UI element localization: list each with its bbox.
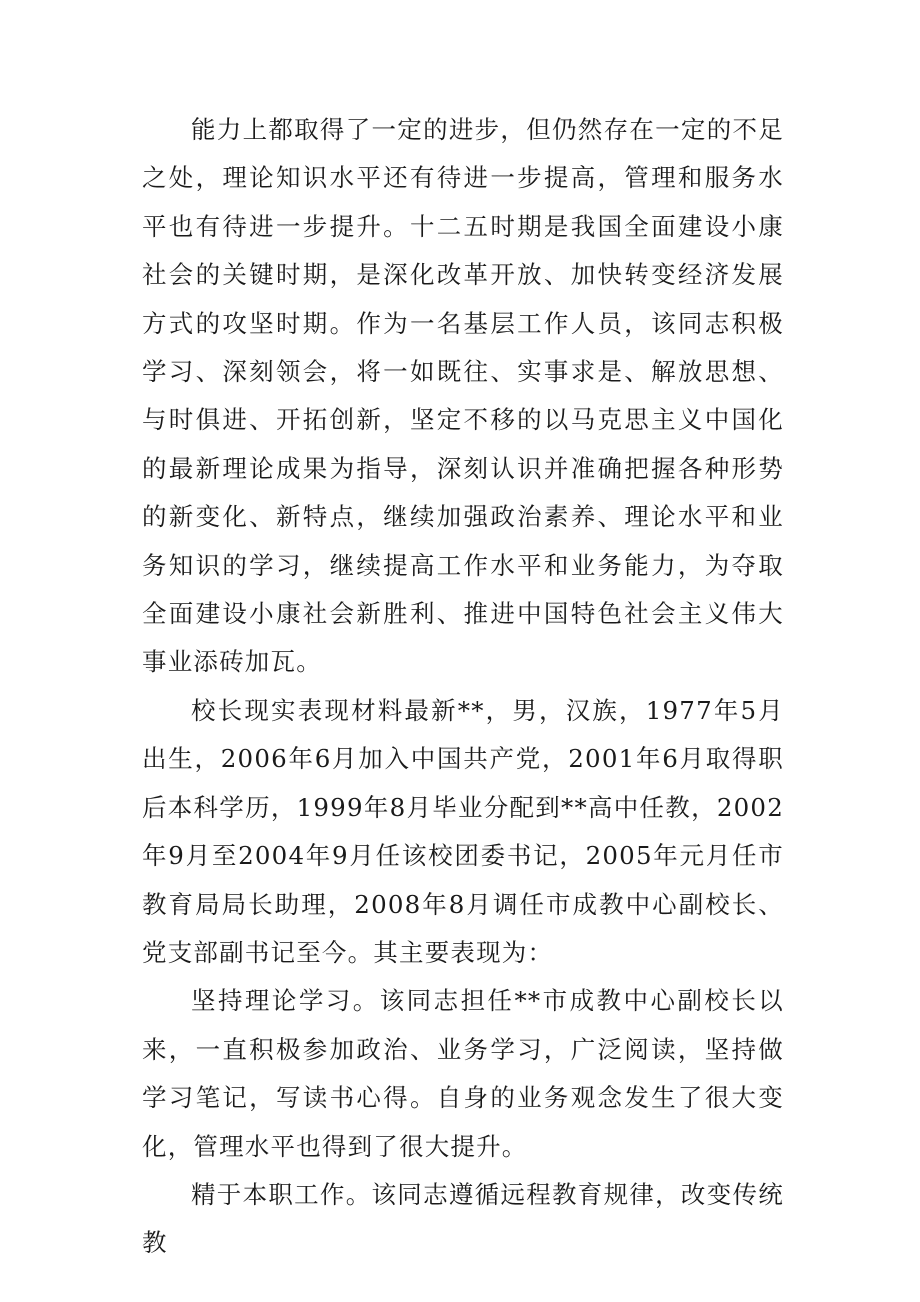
paragraph-continuation: 能力上都取得了一定的进步，但仍然存在一定的不足之处，理论知识水平还有待进一步提高，管理和服务水平也有待进一步提升。十二五时期是我国全面建设小康社会的关键时期，是深化改革开放、加快转变经济发展方式的攻坚时期。作为一名基层工作人员，该同志积极学习、深刻领会，将一如既往、实事求是、解放思想、与时俱进、开拓创新，坚定不移的以马克思主义中国化的最新理论成果为指导，深刻认识并准确把握各种形势的新变化、新特点，继续加强政治素养、理论水平和业务知识的学习，继续提高工作水平和业务能力，为夺取全面建设小康社会新胜利、推进中国特色社会主义伟大事业添砖加瓦。 [142,115,784,677]
paragraph-profile: 校长现实表现材料最新**，男，汉族，1977年5月出生，2006年6月加入中国共产党，2001年6月取得职后本科学历，1999年8月毕业分配到**高中任教，2002年9月至2004年9月任该校团委书记，2005年元月任市教育局局长助理，2008年8月调任市成教中心副校长、党支部副书记至今。其主要表现为： [142,695,784,967]
paragraph-job-duties: 精于本职工作。该同志遵循远程教育规律，改变传统教 [142,1179,784,1258]
paragraph-theory-study: 坚持理论学习。该同志担任**市成教中心副校长以来，一直积极参加政治、业务学习，广泛阅读，坚持做学习笔记，写读书心得。自身的业务观念发生了很大变化，管理水平也得到了很大提升。 [142,986,784,1161]
document-body [142,106,784,1258]
